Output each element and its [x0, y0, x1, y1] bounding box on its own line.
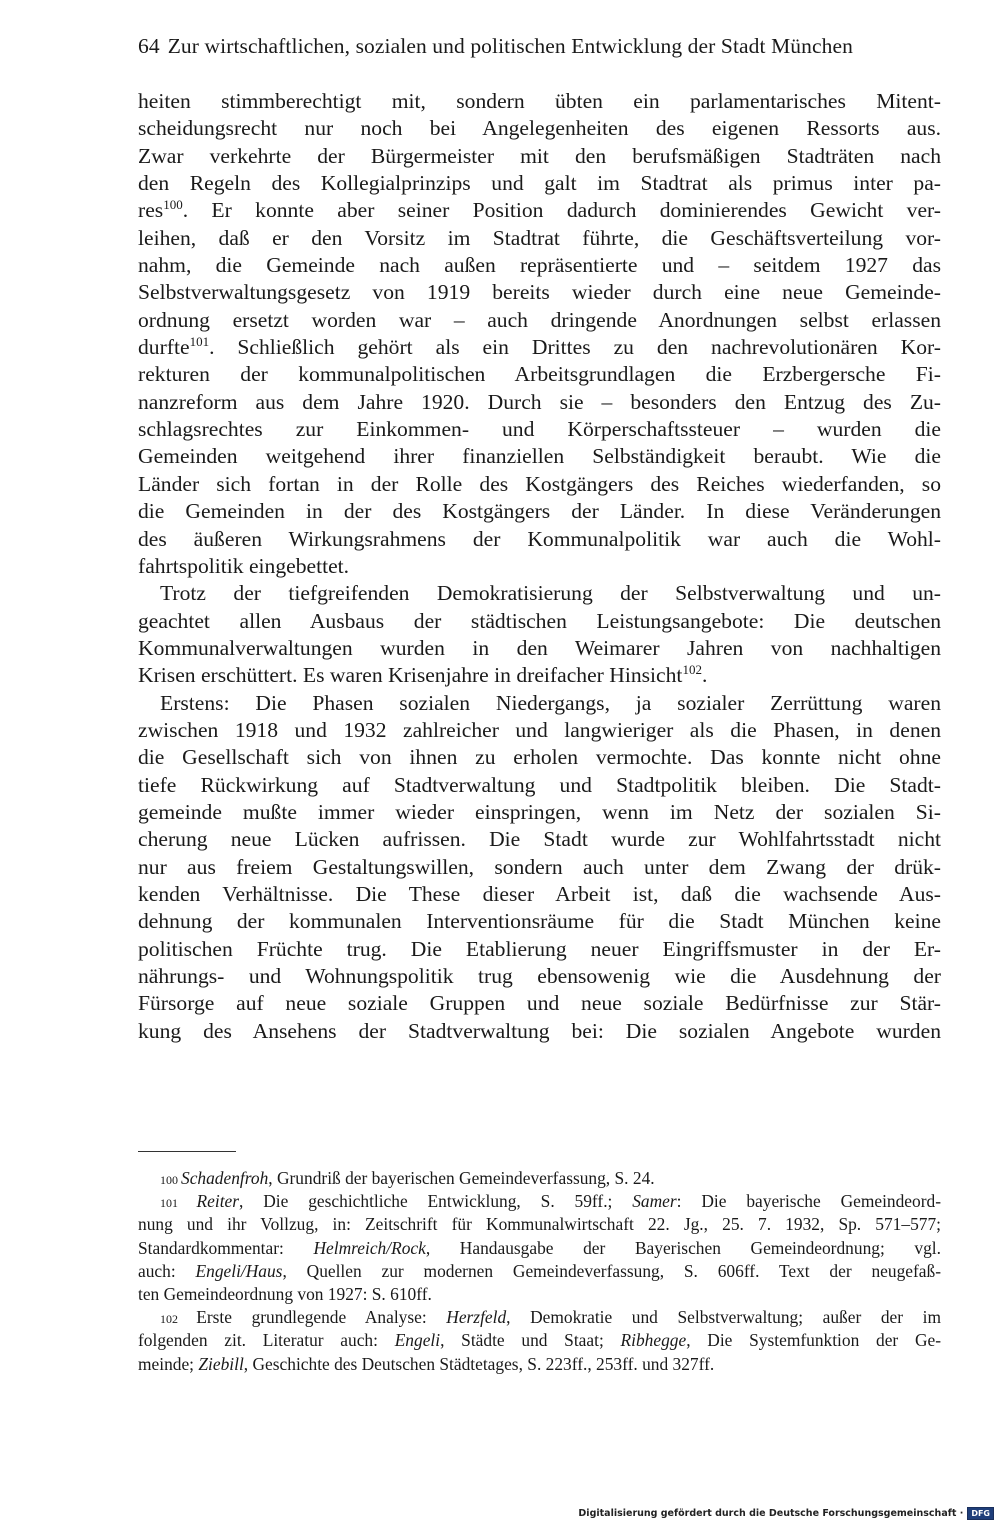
- author-name: Reiter: [196, 1191, 240, 1212]
- footnote-rule: [138, 1151, 236, 1152]
- running-title: Zur wirtschaftlichen, sozialen und politischen Entwicklung der Stadt München: [167, 34, 853, 58]
- author-name: Schadenfroh: [181, 1168, 269, 1188]
- text-line: Zwar verkehrte der Bürgermeister mit den berufsmäßigen Stadträten nach: [138, 143, 941, 168]
- text-line: die Gesellschaft sich von ihnen zu erholen vermochte. Das konnte nicht ohne: [138, 745, 941, 770]
- footnote-line: folgenden zit. Literatur auch: Engeli, Städte und Staat; Ribhegge, Die Systemfunktion der Ge-: [138, 1330, 942, 1351]
- text-line: durfte$^{101}$. Schließlich gehört als ein Drittes zu den nachrevolutionären Kor-: [138, 334, 941, 360]
- text-line: den Regeln des Kollegialprinzips und galt im Stadtrat als primus inter pa-: [138, 171, 941, 196]
- text-line: geachtet allen Ausbaus der städtischen Leistungsangebote: Die deutschen: [138, 608, 941, 633]
- running-header: [138, 32, 944, 60]
- text-line: res$^{100}$. Er konnte aber seiner Position dadurch dominierendes Gewicht ver-: [138, 197, 941, 223]
- footnote-line: ten Gemeindeordnung von 1927: S. 610ff.: [138, 1283, 432, 1304]
- footnote-line: auch: Engeli/Haus, Quellen zur modernen Gemeindeverfassung, S. 606ff. Text der neugefaß-: [138, 1260, 941, 1281]
- footnote-number: 101: [160, 1196, 197, 1211]
- text-line: Kommunalverwaltungen wurden in den Weimarer Jahren von nachhaltigen: [138, 635, 941, 660]
- text-line: zwischen 1918 und 1932 zahlreicher und langwieriger als die Phasen, in denen: [138, 717, 941, 742]
- author-name: Engeli/Haus: [195, 1260, 283, 1281]
- footnote-number: 102: [160, 1312, 197, 1327]
- footnote-marker: 100: [163, 197, 183, 213]
- footnote-marker: 101: [189, 334, 210, 350]
- text-line: politischen Früchte trug. Die Etablierung neuer Eingriffsmuster in der Er-: [138, 936, 941, 961]
- text-line: gemeinde mußte immer wieder einspringen, wenn im Netz der sozialen Si-: [138, 799, 941, 824]
- text-line: dehnung der kommunalen Interventionsräume für die Stadt München keine: [138, 909, 941, 934]
- text-line: ordnung ersetzt worden war – auch dringende Anordnungen selbst erlassen: [138, 307, 941, 332]
- digitization-credit: [578, 1507, 994, 1520]
- text-line: leihen, daß er den Vorsitz im Stadtrat führte, die Geschäftsverteilung vor-: [138, 225, 941, 250]
- credit-text: Digitalisierung gefördert durch die Deutsche Forschungsgemeinschaft ·: [578, 1508, 964, 1519]
- footnote-number: 100: [160, 1173, 181, 1187]
- author-name: Engeli: [394, 1330, 441, 1351]
- text-line: nanzreform aus dem Jahre 1920. Durch sie – besonders den Entzug des Zu-: [138, 389, 941, 414]
- text-line: kenden Verhältnisse. Die These dieser Arbeit ist, daß die wachsende Aus-: [138, 881, 941, 906]
- dfg-logo: DFG: [967, 1507, 994, 1520]
- text-line: Länder sich fortan in der Rolle des Kostgängers des Reiches wiederfanden, so: [138, 471, 941, 496]
- text-line: rekturen der kommunalpolitischen Arbeitsgrundlagen die Erzbergersche Fi-: [138, 362, 941, 387]
- footnote-line: 100 Schadenfroh, Grundriß der bayerischen Gemeindeverfassung, S. 24.: [160, 1168, 655, 1188]
- text-line: nährungs- und Wohnungspolitik trug ebensowenig wie die Ausdehnung der: [138, 964, 941, 988]
- text-line: Selbstverwaltungsgesetz von 1919 bereits wieder durch eine neue Gemeinde-: [138, 280, 941, 305]
- author-name: Ziebill: [198, 1353, 244, 1374]
- text-line: des äußeren Wirkungsrahmens der Kommunalpolitik war auch die Wohl-: [138, 526, 941, 551]
- text-line: schlagsrechtes zur Einkommen- und Körperschaftssteuer – wurden die: [138, 417, 941, 442]
- footnotes: [138, 1167, 941, 1376]
- page-number: 64: [138, 34, 160, 58]
- author-name: Ribhegge: [620, 1330, 687, 1351]
- text-line: die Gemeinden in der des Kostgängers der Länder. In diese Veränderungen: [138, 499, 941, 524]
- author-name: Helmreich/Rock: [313, 1237, 426, 1258]
- text-line: fahrtspolitik eingebettet.: [138, 553, 350, 578]
- text-line: tiefe Rückwirkung auf Stadtverwaltung und Stadtpolitik bleiben. Die Stadt-: [138, 772, 941, 797]
- author-name: Herzfeld: [446, 1307, 507, 1328]
- footnote-line: nung und ihr Vollzug, in: Zeitschrift für Kommunalwirtschaft 22. Jg., 25. 7. 1932, Sp. 571–577;: [138, 1214, 941, 1235]
- footnote-line: meinde; Ziebill, Geschichte des Deutschen Städtetages, S. 223ff., 253ff. und 327ff.: [138, 1353, 715, 1374]
- text-line: Erstens: Die Phasen sozialen Niedergangs, ja sozialer Zerrüttung waren: [160, 690, 941, 715]
- text-line: nur aus freiem Gestaltungswillen, sondern auch unter dem Zwang der drük-: [138, 854, 941, 879]
- body-text: [138, 88, 941, 1045]
- footnote-line: 102 Erste grundlegende Analyse: Herzfeld, Demokratie und Selbstverwaltung; außer der im: [160, 1307, 942, 1328]
- text-line: heiten stimmberechtigt mit, sondern übten ein parlamentarisches Mitent-: [138, 89, 941, 113]
- text-line: Gemeinden weitgehend ihrer finanziellen Selbständigkeit beraubt. Wie die: [138, 444, 941, 469]
- text-line: cherung neue Lücken aufrissen. Die Stadt wurde zur Wohlfahrtsstadt nicht: [138, 827, 941, 852]
- footnote-line: Standardkommentar: Helmreich/Rock, Handausgabe der Bayerischen Gemeindeordnung; vgl.: [138, 1237, 941, 1258]
- author-name: Samer: [632, 1191, 677, 1212]
- text-line: kung des Ansehens der Stadtverwaltung bei: Die sozialen Angebote wurden: [138, 1018, 941, 1043]
- text-line: Fürsorge auf neue soziale Gruppen und neue soziale Bedürfnisse zur Stär-: [138, 991, 941, 1016]
- text-line: nahm, die Gemeinde nach außen repräsentierte und – seitdem 1927 das: [138, 253, 941, 278]
- footnote-line: 101 Reiter, Die geschichtliche Entwicklung, S. 59ff.; Samer: Die bayerische Gemeindeord-: [160, 1191, 942, 1212]
- footnote-marker: 102: [682, 662, 702, 678]
- text-line: Trotz der tiefgreifenden Demokratisierung der Selbstverwaltung und un-: [160, 581, 941, 606]
- text-line: scheidungsrecht nur noch bei Angelegenheiten des eigenen Ressorts aus.: [138, 116, 941, 141]
- text-line: Krisen erschüttert. Es waren Krisenjahre in dreifacher Hinsicht$^{102}$.: [138, 662, 708, 688]
